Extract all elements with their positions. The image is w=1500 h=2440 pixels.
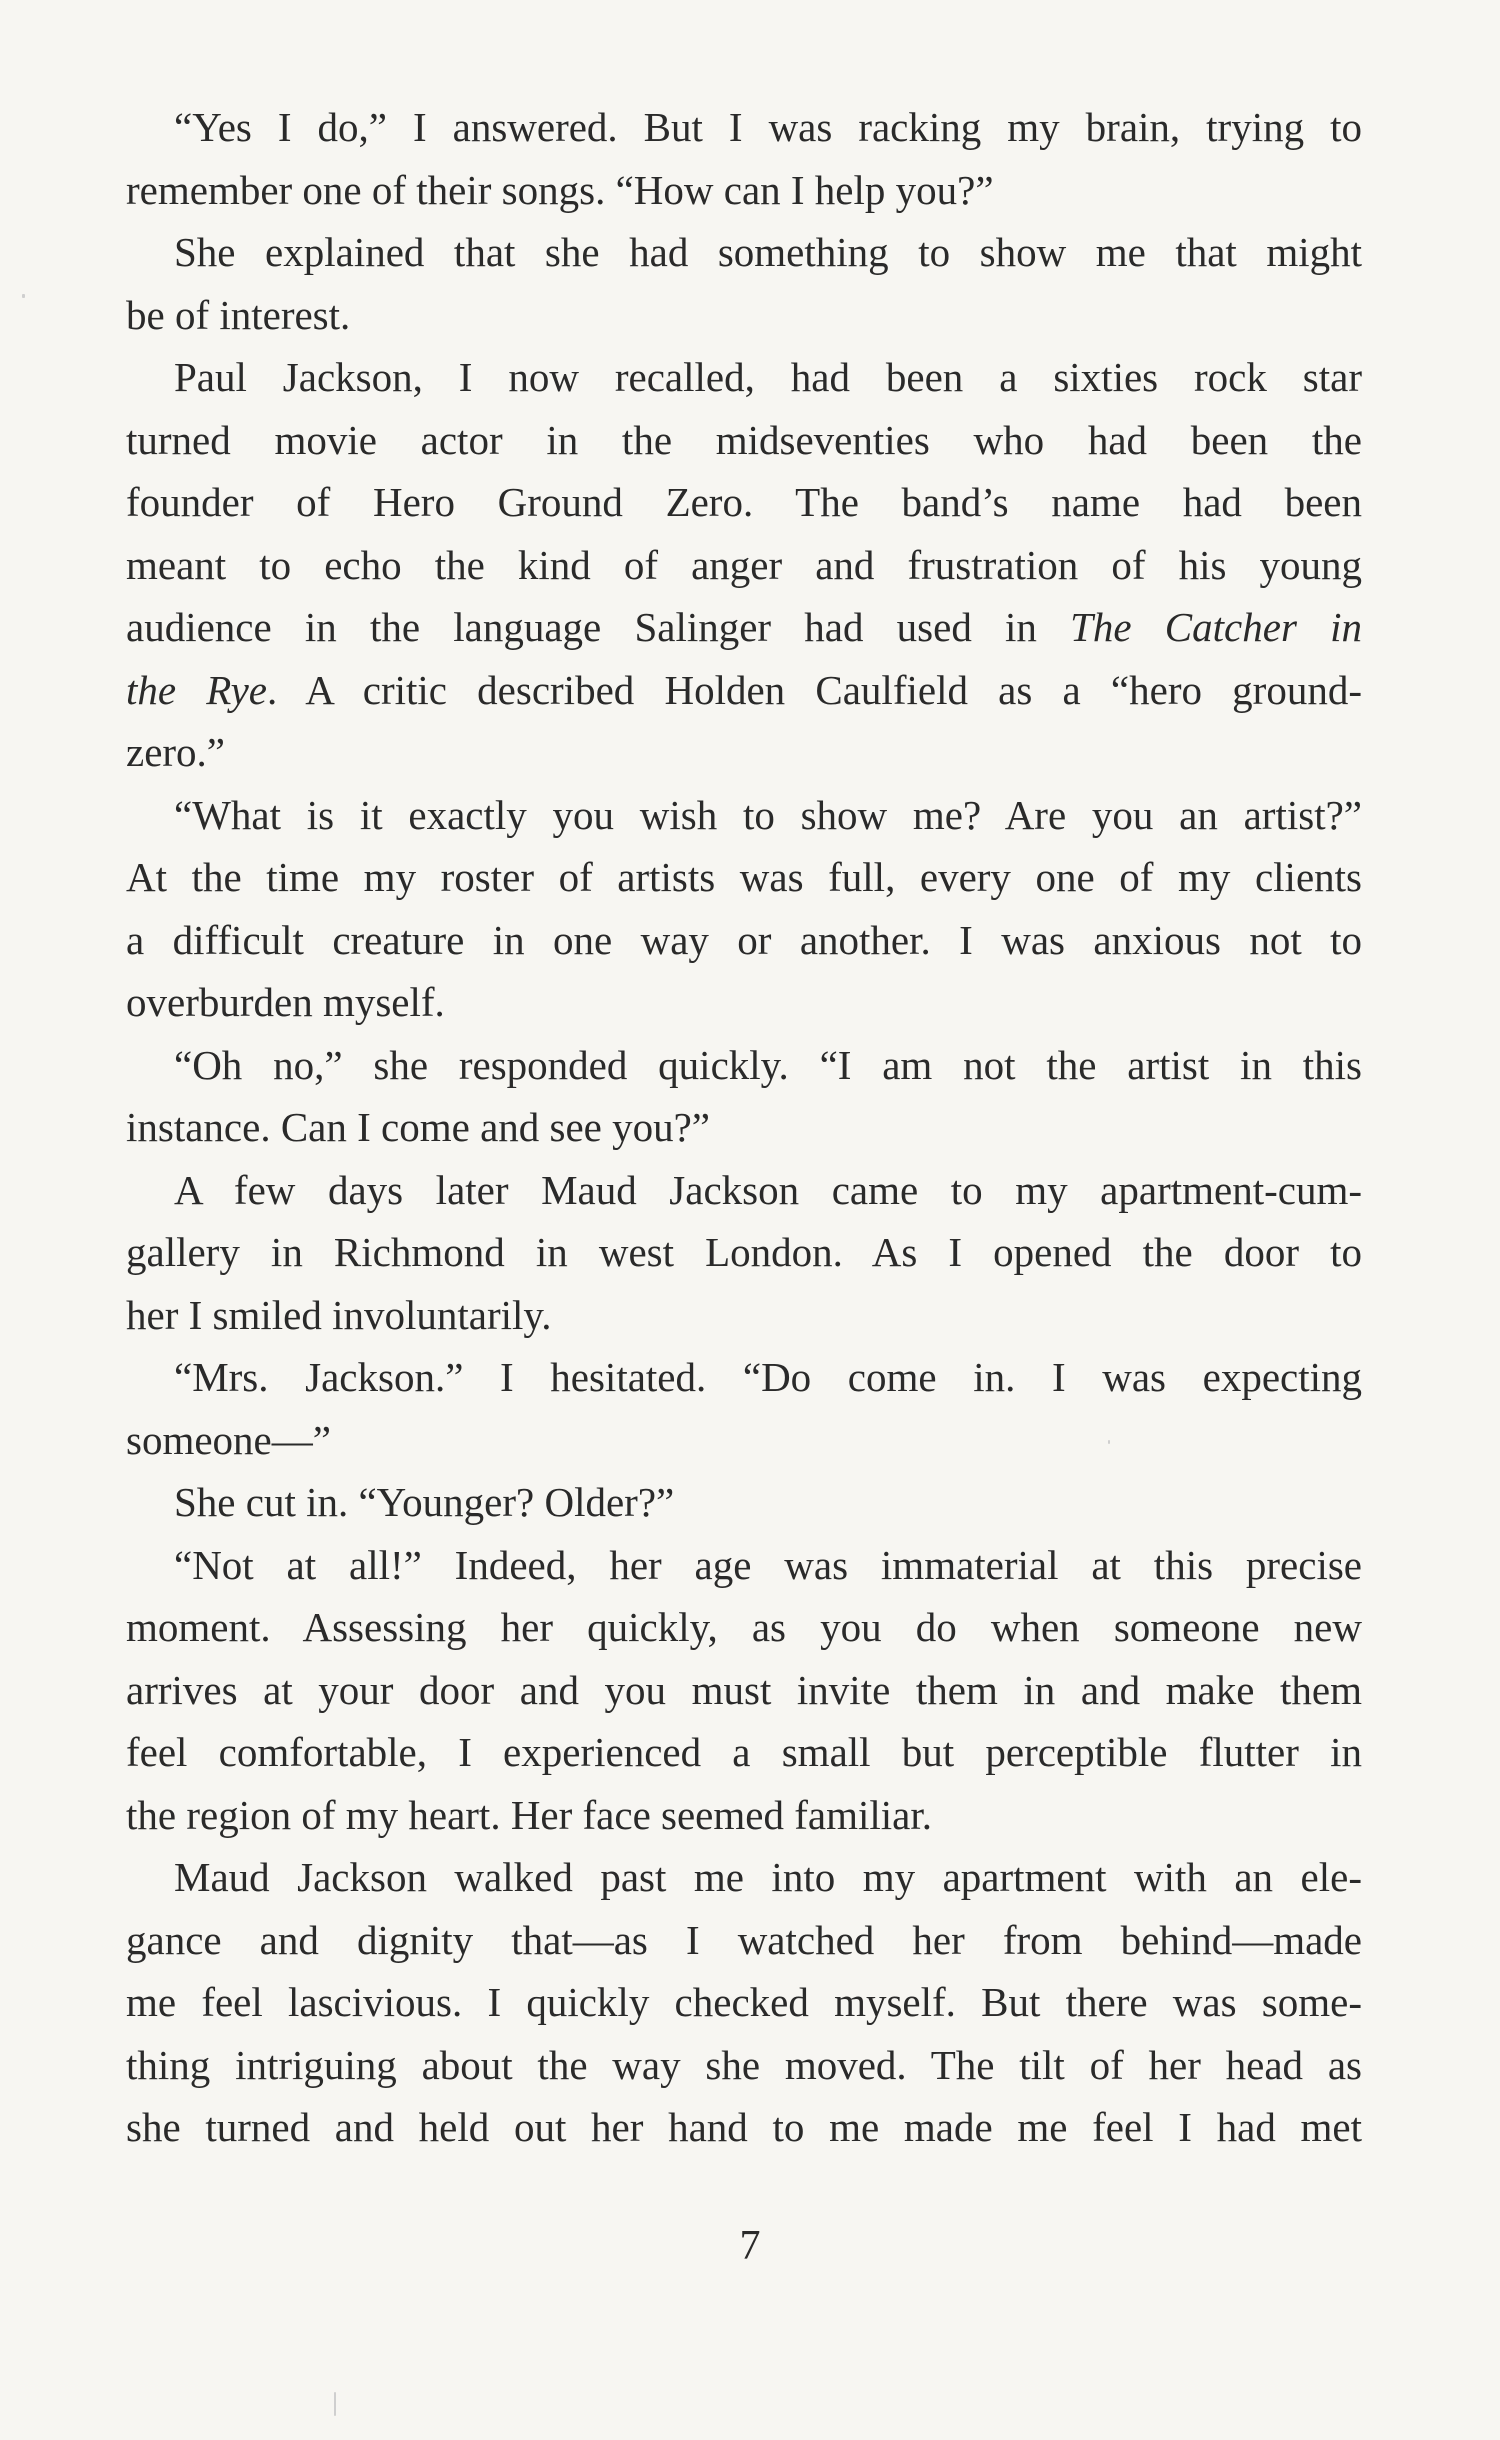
text-line: thing intriguing about the way she moved. The tilt of her head as: [126, 2041, 1362, 2088]
text-line: gance and dignity that—as I watched her from behind—made: [126, 1916, 1362, 1963]
text-line: turned movie actor in the midseventies who had been the: [126, 416, 1362, 463]
text-line: the Rye. A critic described Holden Caulfield as a “hero ground-: [126, 666, 1362, 713]
paragraph: [126, 1534, 1362, 1847]
text-line: be of interest.: [126, 291, 351, 338]
text-line: overburden myself.: [126, 979, 445, 1025]
text-line: remember one of their songs. “How can I help you?”: [126, 166, 994, 213]
scan-speck: [22, 294, 25, 298]
text-line: “Oh no,” she responded quickly. “I am not the artist in this: [174, 1041, 1362, 1088]
text-line: she turned and held out her hand to me made me feel I had met: [126, 2104, 1362, 2150]
paragraph: [126, 784, 1362, 1034]
paragraph: [126, 1846, 1362, 2159]
text-line: zero.”: [126, 729, 225, 775]
paragraph: [126, 346, 1362, 784]
text-line: a difficult creature in one way or another. I was anxious not to: [126, 916, 1362, 963]
paragraph: [126, 1034, 1362, 1159]
scan-speck: [334, 2392, 336, 2416]
text-line: She explained that she had something to show me that might: [174, 229, 1362, 275]
text-line: me feel lascivious. I quickly checked myself. But there was some-: [126, 1979, 1362, 2025]
text-line: feel comfortable, I experienced a small but perceptible flutter in: [126, 1729, 1362, 1775]
text-line: At the time my roster of artists was full, every one of my clients: [126, 854, 1362, 900]
text-line: Maud Jackson walked past me into my apartment with an ele-: [174, 1854, 1362, 1900]
page-number: 7: [739, 2223, 761, 2269]
text-line: meant to echo the kind of anger and frustration of his young: [126, 541, 1362, 588]
text-line: “Mrs. Jackson.” I hesitated. “Do come in. I was expecting: [174, 1354, 1362, 1400]
paragraph: [126, 96, 1362, 221]
paragraph: [126, 1471, 1362, 1534]
text-line: the region of my heart. Her face seemed familiar.: [126, 1791, 932, 1838]
text-line: moment. Assessing her quickly, as you do when someone new: [126, 1604, 1362, 1650]
text-line: arrives at your door and you must invite them in and make them: [126, 1666, 1362, 1713]
text-line: “Yes I do,” I answered. But I was racking my brain, trying to: [174, 104, 1362, 150]
text-line: “Not at all!” Indeed, her age was immaterial at this precise: [174, 1541, 1362, 1588]
text-line: audience in the language Salinger had used in The Catcher in: [126, 604, 1362, 650]
paragraph: [126, 1159, 1362, 1347]
paragraph: [126, 221, 1362, 346]
page-body-text: [126, 96, 1362, 2159]
scan-speck: [1108, 1440, 1110, 1444]
text-line: instance. Can I come and see you?”: [126, 1104, 711, 1150]
text-line: gallery in Richmond in west London. As I opened the door to: [126, 1229, 1362, 1275]
text-line: “What is it exactly you wish to show me? Are you an artist?”: [174, 791, 1362, 838]
text-line: founder of Hero Ground Zero. The band’s name had been: [126, 479, 1362, 525]
text-line: Paul Jackson, I now recalled, had been a sixties rock star: [174, 354, 1362, 400]
text-line: someone—”: [126, 1416, 331, 1463]
paragraph: [126, 1346, 1362, 1471]
text-line: her I smiled involuntarily.: [126, 1291, 552, 1338]
text-line: She cut in. “Younger? Older?”: [174, 1479, 675, 1525]
text-line: A few days later Maud Jackson came to my apartment-cum-: [174, 1166, 1362, 1213]
